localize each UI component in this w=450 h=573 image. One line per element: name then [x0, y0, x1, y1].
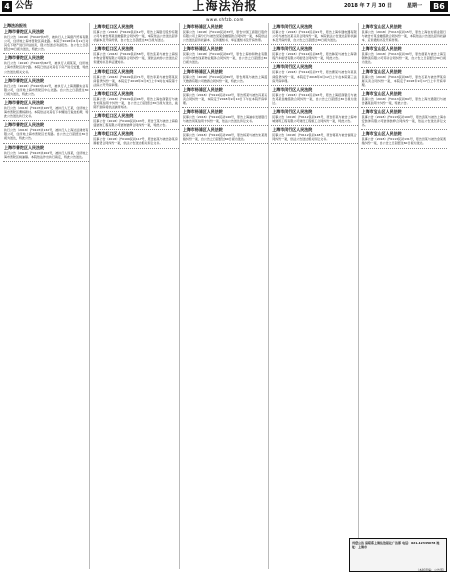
notice-title: 上海市宝山区人民法院 [361, 46, 402, 52]
notice [182, 126, 268, 144]
notice [92, 23, 178, 45]
notice-title: 上海市虹口区人民法院 [93, 131, 134, 137]
notices-page [3, 23, 447, 569]
notice-title: 上海市虹口区人民法院 [93, 24, 134, 29]
notice [361, 130, 447, 148]
notice [271, 23, 357, 45]
notice-title: 上海市闵行区人民法院 [272, 24, 313, 29]
notice-body: 民事公告（2018）沪0112民初125号，原告彭某与被告上海申城建筑工程有限公司建设工程施工合同纠纷一案，特此公告。 [272, 115, 357, 124]
notice-body: 执行公告（2018）沪0107执82号，被执行人胡某某，住所地上海市普陀区武宁路。本院已依法对其名下房产进行处置，特此公告送达相关文书。 [4, 61, 89, 74]
notice-title: 上海市闵行区人民法院 [272, 46, 313, 52]
notice [3, 144, 89, 162]
section-title: 公告 [15, 1, 34, 11]
notice-title: 上海市闵行区人民法院 [272, 86, 313, 92]
notice-body: 民事公告（2018）沪0113民初109号，原告袁某与被告上海永安装饰有限公司装饰装修合同纠纷一案，依法公告送达诉讼文书。 [361, 115, 447, 128]
notice-title: 上海市普陀区人民法院 [4, 29, 44, 34]
notice-body: 执行公告（2018）沪0107执105号，被执行人王某，住所地上海市普陀区曹杨新村。本院依法对其名下车辆进行查封扣押，特此公告送达执行文书。 [4, 105, 89, 119]
notice-body: 民事公告（2018）沪0113民初39号，原告唐某与被告上海宝钢物流有限公司劳动合同纠纷一案，自公告之日起经过30日视为送达。 [361, 52, 447, 65]
notice-body: 民事公告（2018）沪0109民初117号，原告赵某与被告孙某房屋租赁合同纠纷一案，依法公告送达相关诉讼文书。 [93, 137, 178, 146]
notice-body: 民事公告（2018）沪0110民初33号，原告中国工商银行股份有限公司上海分行与被告吴某金融借款合同纠纷一案，本院依法公告送达起诉状副本、应诉通知书、举证通知书及开庭传票。 [182, 30, 268, 43]
website-url: www.shfzb.com [206, 17, 244, 22]
notice-title: 上海市杨浦区人民法院 [182, 68, 223, 74]
notice-title: 上海市宝山区人民法院 [361, 131, 402, 137]
notice [92, 130, 178, 148]
notice-title: 上海市杨浦区人民法院 [182, 127, 223, 133]
notice [3, 121, 89, 143]
notice-title: 上海市虹口区人民法院 [93, 90, 134, 96]
notice-body: 民事公告（2018）沪0110民初89号，原告周某与被告上海蓝天旅游有限公司旅游合同纠纷一案，特此公告。 [182, 74, 268, 83]
notice-title: 上海市杨浦区人民法院 [182, 24, 223, 29]
notice [92, 90, 178, 112]
notice-title: 上海市杨浦区人民法院 [182, 86, 223, 92]
notice-body: 执行公告（2018）沪0107执132号，被执行人上海达远建材有限公司，住所地上海市普陀区长寿路。自公告之日起经过30日视为送达，特此公告。 [4, 128, 89, 141]
column-2 [92, 23, 179, 569]
notice [361, 23, 447, 45]
notice-title: 上海市闵行区人民法院 [272, 64, 313, 70]
notice [271, 45, 357, 63]
notice-body: 民事公告（2018）沪0113民初15号，原告上海农村商业银行与被告方某金融借款合同纠纷一案，本院依法公告送达起诉状副本、应诉通知书及开庭传票。 [361, 30, 447, 43]
notice-title: 上海市普陀区人民法院 [4, 122, 44, 128]
notice-title: 上海市普陀区人民法院 [4, 77, 44, 83]
notice-body: 民事公告（2018）沪0112民初48号，原告韩某与被告上海锦程汽车租赁有限公司租赁合同纠纷一案，特此公告。 [272, 52, 357, 61]
notice [271, 86, 357, 108]
notice [361, 90, 447, 108]
notice-body: 民事公告（2018）沪0113民初66号，原告石某与被告罗某房屋买卖合同纠纷一案，本院定于2018年9月17日上午开庭审理。 [361, 74, 447, 87]
notice [182, 45, 268, 67]
notice-title: 上海市杨浦区人民法院 [182, 109, 223, 115]
notice-body: 民事公告（2018）沪0113民初84号，原告上海交通银行与被告潘某信用卡纠纷一案，特此公告。 [361, 96, 447, 105]
notice-title: 上海市宝山区人民法院 [361, 24, 402, 29]
notice [92, 45, 178, 67]
notice-body: 民事公告（2018）沪0112民初21号，原告上海华通电器有限公司与被告沈某买卖合同纠纷一案，本院依法公告送达起诉状副本及开庭传票，自公告之日起经过30日视为送达。 [272, 30, 357, 43]
notice [361, 108, 447, 130]
notice-title: 上海市普陀区人民法院 [4, 55, 44, 61]
notice [92, 112, 178, 130]
page-number: 4 [4, 2, 10, 11]
notice-title: 上海市闵行区人民法院 [272, 109, 313, 115]
notice [3, 77, 89, 99]
notice [271, 126, 357, 144]
column-1 [3, 23, 90, 569]
notice-body: 民事公告（2018）沪0109民初71号，原告李某与被告陈某民间借贷纠纷一案，本院定于2018年9月3日上午9时在本院第十法庭公开开庭审理。 [93, 74, 178, 87]
masthead [0, 0, 450, 16]
notice [182, 68, 268, 86]
notice-body: 民事公告（2018）沪0112民初77号，原告曹某与被告许某民间借贷纠纷一案，本院定于2018年9月12日上午在本院第三法庭开庭审理。 [272, 70, 357, 83]
notice-title: 上海市杨浦区人民法院 [182, 46, 223, 52]
notice-body: 民事公告（2018）沪0112民初148号，原告蒋某与被告谢某合同纠纷一案，依法公告送达相关诉讼文书。 [272, 133, 357, 142]
advertising-text: 刊登公告 请联系上海法治报社广告部 电话：021-12345678 地址：上海市 [352, 541, 440, 549]
notice [361, 45, 447, 67]
footer-editor-note: （本版责编：公告部） [415, 568, 446, 572]
notice [3, 54, 89, 76]
notice-title: 上海市普陀区人民法院 [4, 99, 44, 105]
notice-title: 上海市虹口区人民法院 [93, 68, 134, 74]
notice-body: 民事公告（2018）沪0112民初93号，原告上海招商银行与被告邓某金融借款合同纠纷一案，自公告之日起经过30日视为送达。 [272, 92, 357, 105]
notice-title: 上海市虹口区人民法院 [93, 46, 134, 52]
weekday: 星期一 [406, 3, 422, 9]
notice [271, 108, 357, 126]
notice-body: 执行公告（2018）沪0107执41号，被执行人上海清鹏实业有限公司，住所地上海市普陀区中山北路。自公告之日起经过30日视为送达，特此公告。 [4, 83, 89, 96]
notice-title: 上海市宝山区人民法院 [361, 90, 402, 96]
notice-body: 民事公告（2018）沪0109民初96号，原告上海农商银行与被告刘某信用卡纠纷一案，自公告之日起经过30日视为送达，逾期不到庭将依法缺席判决。 [93, 96, 178, 110]
lead-note: 上海法治报社 [3, 23, 27, 28]
notice-title: 上海市虹口区人民法院 [93, 113, 134, 119]
notice [361, 68, 447, 90]
notice-title: 上海市宝山区人民法院 [361, 109, 402, 115]
notice-body: 民事公告（2018）沪0110民初64号，原告上海协和物业有限公司与被告钱某物业服务合同纠纷一案，自公告之日起经过30日视为送达。 [182, 52, 268, 65]
notice-body: 民事公告（2018）沪0109民初12号，原告上海银行股份有限公司与被告周某金融借款合同纠纷一案，本院依法公告送达起诉状副本及开庭传票，自公告之日起经过30日视为送达。 [93, 30, 178, 43]
notice-body: 民事公告（2018）沪0110民初156号，原告杨某与被告朱某离婚纠纷一案，自公告之日起经过60日视为送达。 [182, 133, 268, 142]
notice-body: 民事公告（2018）沪0110民初140号，原告上海浦东发展银行与被告何某信用卡纠纷一案，依法公告送达诉讼文书。 [182, 115, 268, 124]
notice-title: 上海市宝山区人民法院 [361, 68, 402, 74]
column-5 [361, 23, 447, 569]
notice [92, 68, 178, 90]
notice-body: 执行公告（2018）沪0107执3号，被执行人上海蔚汽贸易有限公司，住所地上海市普陀区真北路。本院于2018年6月11日对其名下财产进行评估拍卖，现公告送达评估报告。自公告之日起经过30日视为送达，特此公告。 [4, 35, 89, 52]
notice [271, 63, 357, 85]
notice-body: 民事公告（2018）沪0113民初131号，原告田某与被告金某离婚纠纷一案，自公告之日起经过60日视为送达。 [361, 137, 447, 146]
notice [182, 23, 268, 45]
notice-body: 民事公告（2018）沪0110民初112号，原告郑某与被告冯某买卖合同纠纷一案，本院定于2018年9月10日下午在本院开庭审理。 [182, 92, 268, 105]
column-3 [182, 23, 269, 569]
notice-body: 执行公告（2018）沪0107执204号，被执行人徐某，住所地上海市普陀区桃浦镇。本院依法作出执行裁定，特此公告送达。 [4, 150, 89, 159]
newspaper-logo: 上海法治报 [192, 0, 258, 13]
advertising-box [349, 538, 447, 572]
issue-date: 2018 年 7 月 30 日 [343, 3, 392, 9]
notice [182, 86, 268, 108]
notice-title: 上海市普陀区人民法院 [4, 144, 44, 150]
page-number-right: B6 [430, 1, 448, 12]
notice [3, 28, 89, 54]
notice-body: 民事公告（2018）沪0109民初58号，原告张某与被告上海恒丰物业管理有限公司服务合同纠纷一案，现依法向你公告送达应诉通知书及举证通知书。 [93, 52, 178, 65]
notice [182, 108, 268, 126]
notice-title: 上海市闵行区人民法院 [272, 127, 313, 133]
notice-body: 民事公告（2018）沪0109民初103号，原告王某与被告上海鼎盛装饰工程有限公司装饰装修合同纠纷一案，特此公告。 [93, 119, 178, 128]
notice [3, 99, 89, 121]
column-4 [271, 23, 358, 569]
